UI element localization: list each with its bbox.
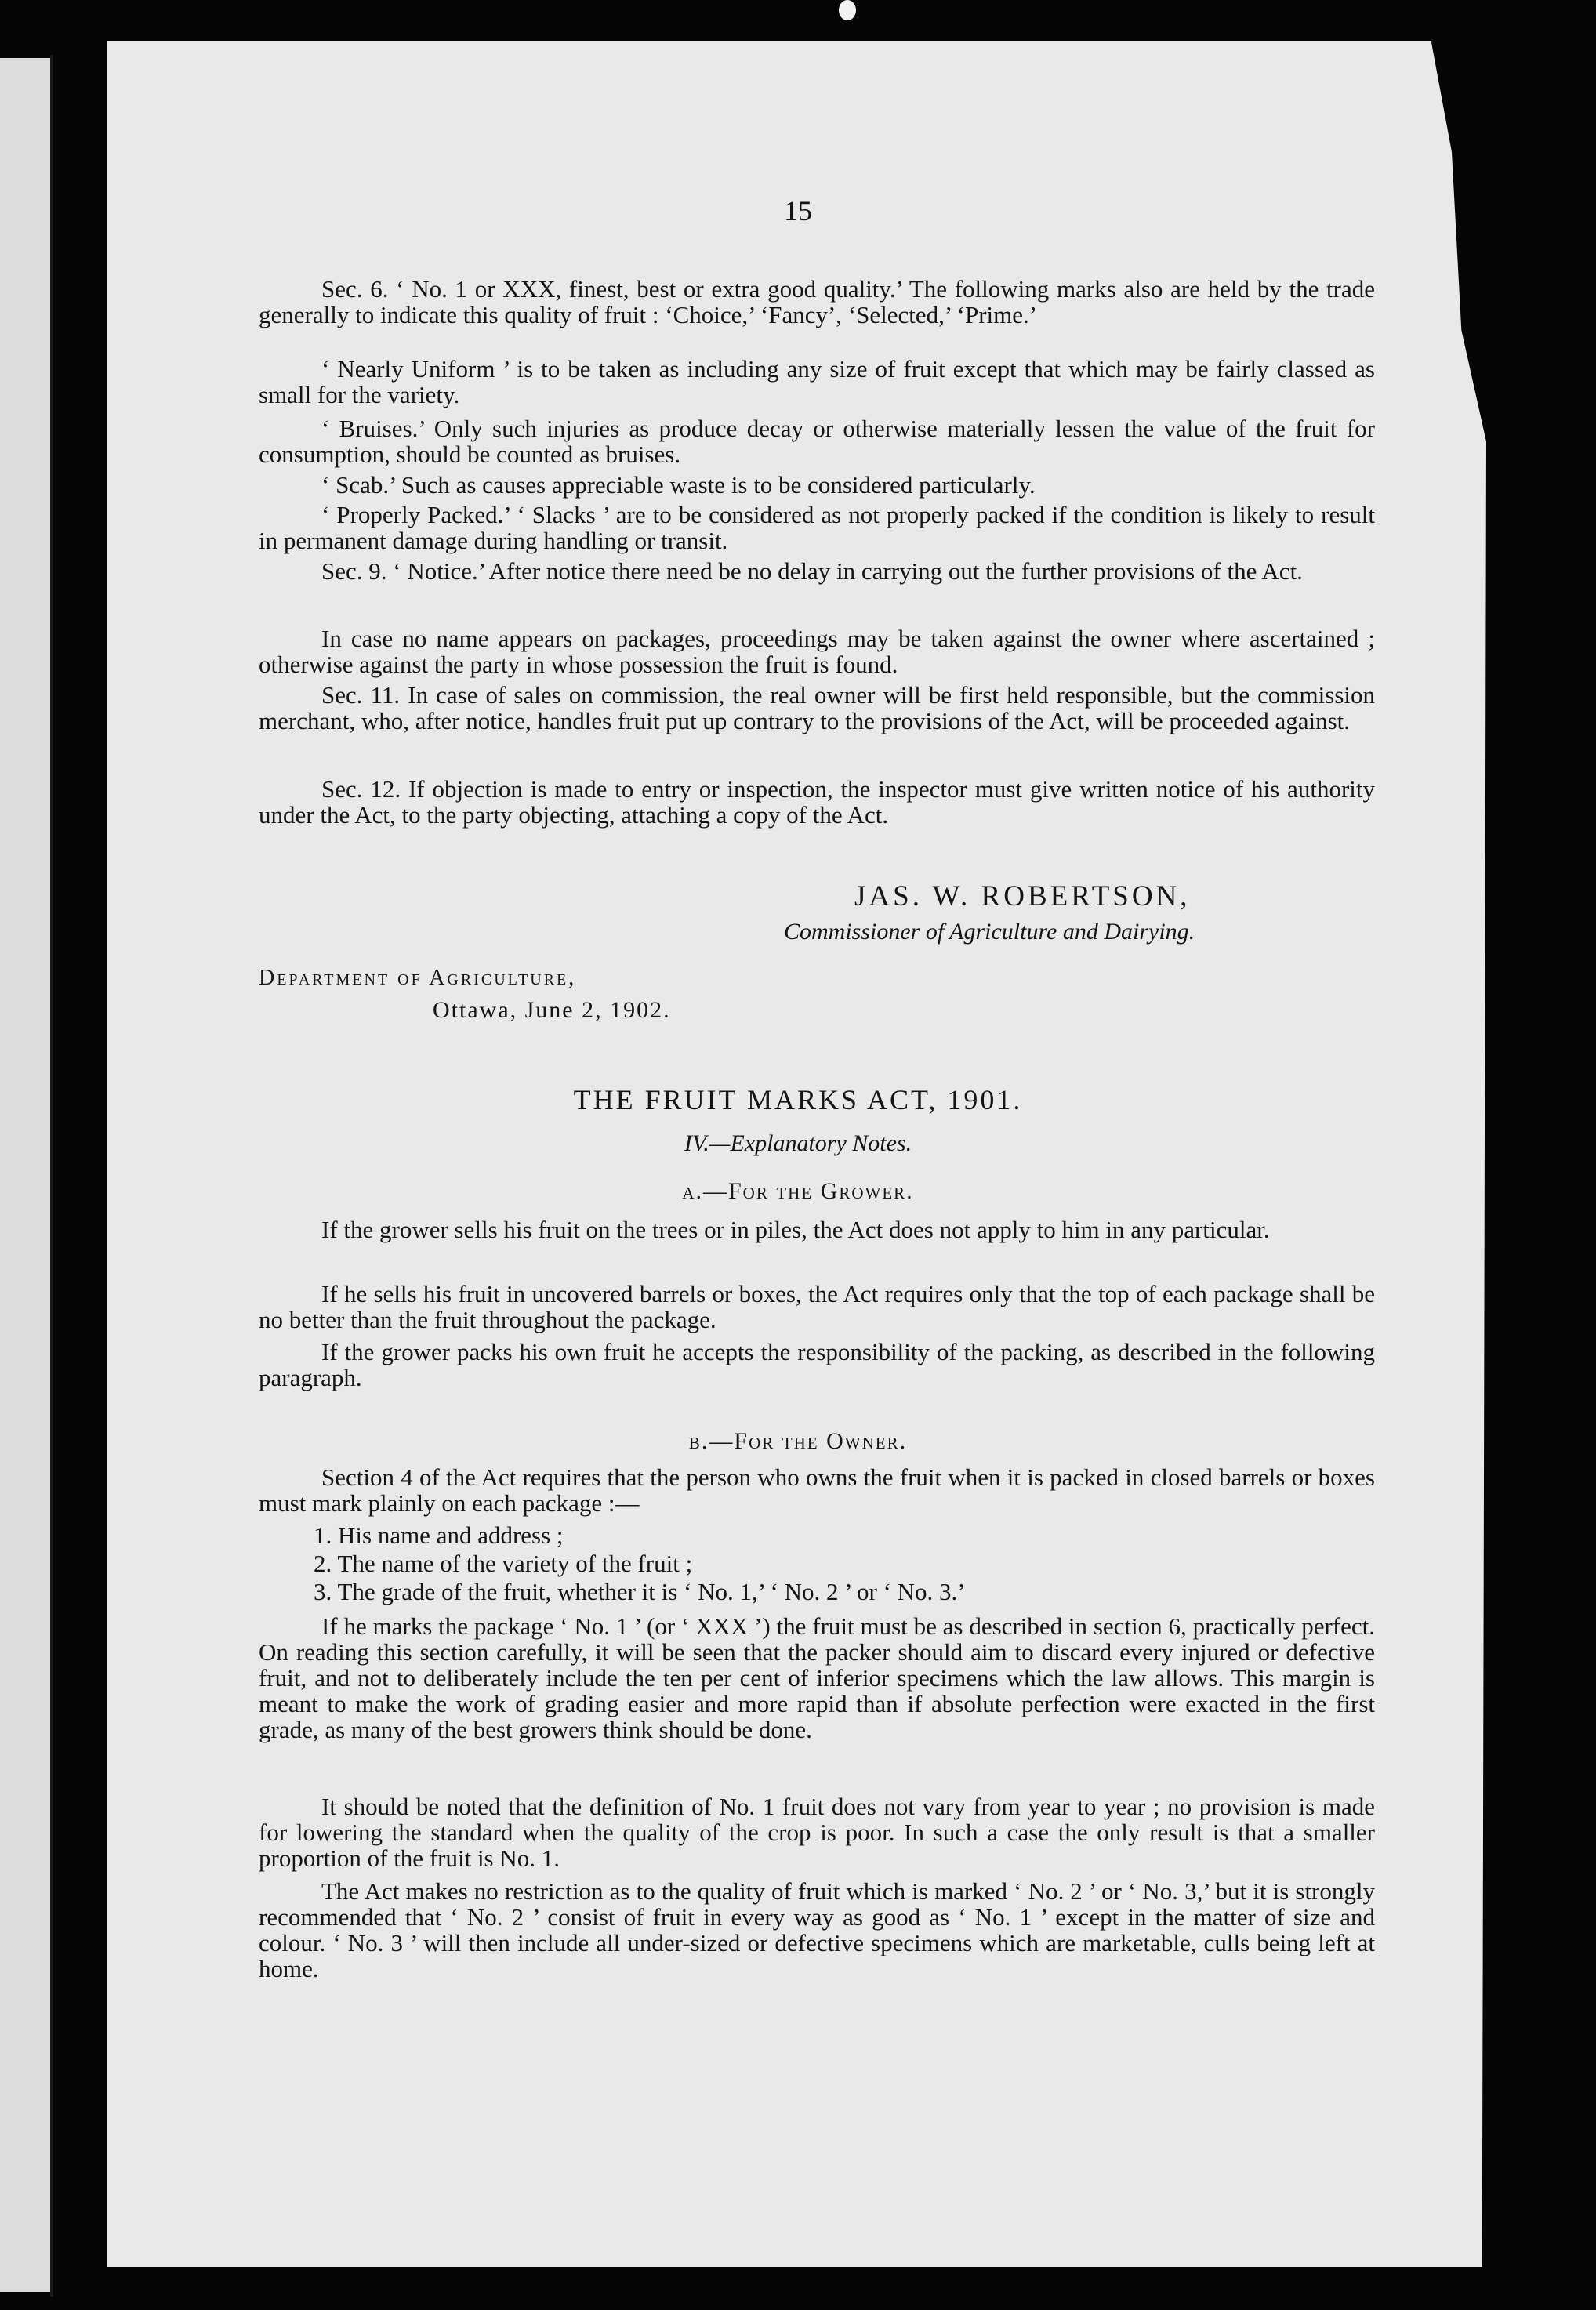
scab-paragraph: ‘ Scab.’ Such as causes appreciable waste is to be considered particularly. xyxy=(321,471,1036,499)
section6-paragraph: Sec. 6. ‘ No. 1 or XXX, finest, best or extra good quality.’ The following marks also are held by the trade generally to indicate this quality of fruit : ‘Choice,’ ‘Fancy’, ‘Selected,’ ‘Prime.’ xyxy=(259,275,1375,328)
adjacent-page-edge xyxy=(0,58,50,2292)
properly-packed-paragraph: ‘ Properly Packed.’ ‘ Slacks ’ are to be considered as not properly packed if the condition is likely to result in permanent damage during handling or transit. xyxy=(259,501,1375,554)
page-fold xyxy=(50,55,53,2297)
scan-speck xyxy=(839,0,856,20)
act-title: THE FRUIT MARKS ACT, 1901. xyxy=(573,1084,1023,1115)
grower-paragraph-1: If the grower sells his fruit on the trees or in piles, the Act does not apply to him in any particular. xyxy=(321,1216,1270,1243)
section12-paragraph: Sec. 12. If objection is made to entry or inspection, the inspector must give written notice of his authority under the Act, to the party objecting, attaching a copy of the Act. xyxy=(259,775,1375,829)
nearly-uniform-paragraph: ‘ Nearly Uniform ’ is to be taken as including any size of fruit except that which may be fairly classed as small for the variety. xyxy=(259,355,1375,408)
section11-paragraph: Sec. 11. In case of sales on commission, the real owner will be first held responsible, but the commission merchant, who, after notice, handles fruit put up contrary to the provisions of the Act, will be proceeded against. xyxy=(259,681,1375,734)
owner-item-3: 3. The grade of the fruit, whether it is ‘ No. 1,’ ‘ No. 2 ’ or ‘ No. 3.’ xyxy=(314,1578,966,1605)
bruises-paragraph: ‘ Bruises.’ Only such injuries as produce decay or otherwise materially lessen the value of the fruit for consumption, should be counted as bruises. xyxy=(259,415,1375,468)
no-name-paragraph: In case no name appears on packages, proceedings may be taken against the owner where ascertained ; otherwise against the party in whose possession the fruit is found. xyxy=(259,625,1375,678)
grower-paragraph-2: If he sells his fruit in uncovered barrels or boxes, the Act requires only that the top of each package shall be no better than the fruit throughout the package. xyxy=(259,1280,1375,1333)
owner-intro: Section 4 of the Act requires that the person who owns the fruit when it is packed in closed barrels or boxes must mark plainly on each package :— xyxy=(259,1463,1375,1517)
signature-name: JAS. W. ROBERTSON, xyxy=(854,880,1191,912)
department-name: Department of Agriculture, xyxy=(259,966,577,990)
signature-title: Commissioner of Agriculture and Dairying. xyxy=(784,919,1195,945)
grower-paragraph-3: If the grower packs his own fruit he accepts the responsibility of the packing, as described in the following paragraph. xyxy=(259,1338,1375,1391)
grower-heading: a.—For the Grower. xyxy=(682,1178,914,1204)
owner-paragraph-2: It should be noted that the definition of No. 1 fruit does not vary from year to year ; no provision is made for lowering the standard when the quality of the crop is poor. In such a case the only result is that a smaller proportion of the fruit is No. 1. xyxy=(259,1793,1375,1872)
page-number: 15 xyxy=(784,195,812,227)
owner-heading: b.—For the Owner. xyxy=(688,1428,908,1454)
owner-paragraph-3: The Act makes no restriction as to the quality of fruit which is marked ‘ No. 2 ’ or ‘ No. 3,’ but it is strongly recommended that ‘ No. 2 ’ consist of fruit in every way as good as ‘ No. 1 ’ except in the matter of size and colour. ‘ No. 3 ’ will then include all under-sized or defective specimens which are marketable, culls being left at home. xyxy=(259,1877,1375,1982)
owner-item-2: 2. The name of the variety of the fruit ; xyxy=(314,1550,693,1577)
owner-paragraph-1: If he marks the package ‘ No. 1 ’ (or ‘ XXX ’) the fruit must be as described in section 6, practically perfect. On reading this section carefully, it will be seen that the packer should aim to discard every injured or defective fruit, and not to deliberately include the ten per cent of inferior specimens which the law allows. This margin is meant to make the work of grading easier and more rapid than if absolute perfection were exacted in the first grade, as many of the best growers think should be done. xyxy=(259,1612,1375,1743)
department-location: Ottawa, June 2, 1902. xyxy=(433,997,671,1023)
section9-paragraph: Sec. 9. ‘ Notice.’ After notice there need be no delay in carrying out the further provisions of the Act. xyxy=(321,557,1303,585)
owner-item-1: 1. His name and address ; xyxy=(314,1521,564,1549)
act-subtitle: IV.—Explanatory Notes. xyxy=(684,1130,912,1156)
